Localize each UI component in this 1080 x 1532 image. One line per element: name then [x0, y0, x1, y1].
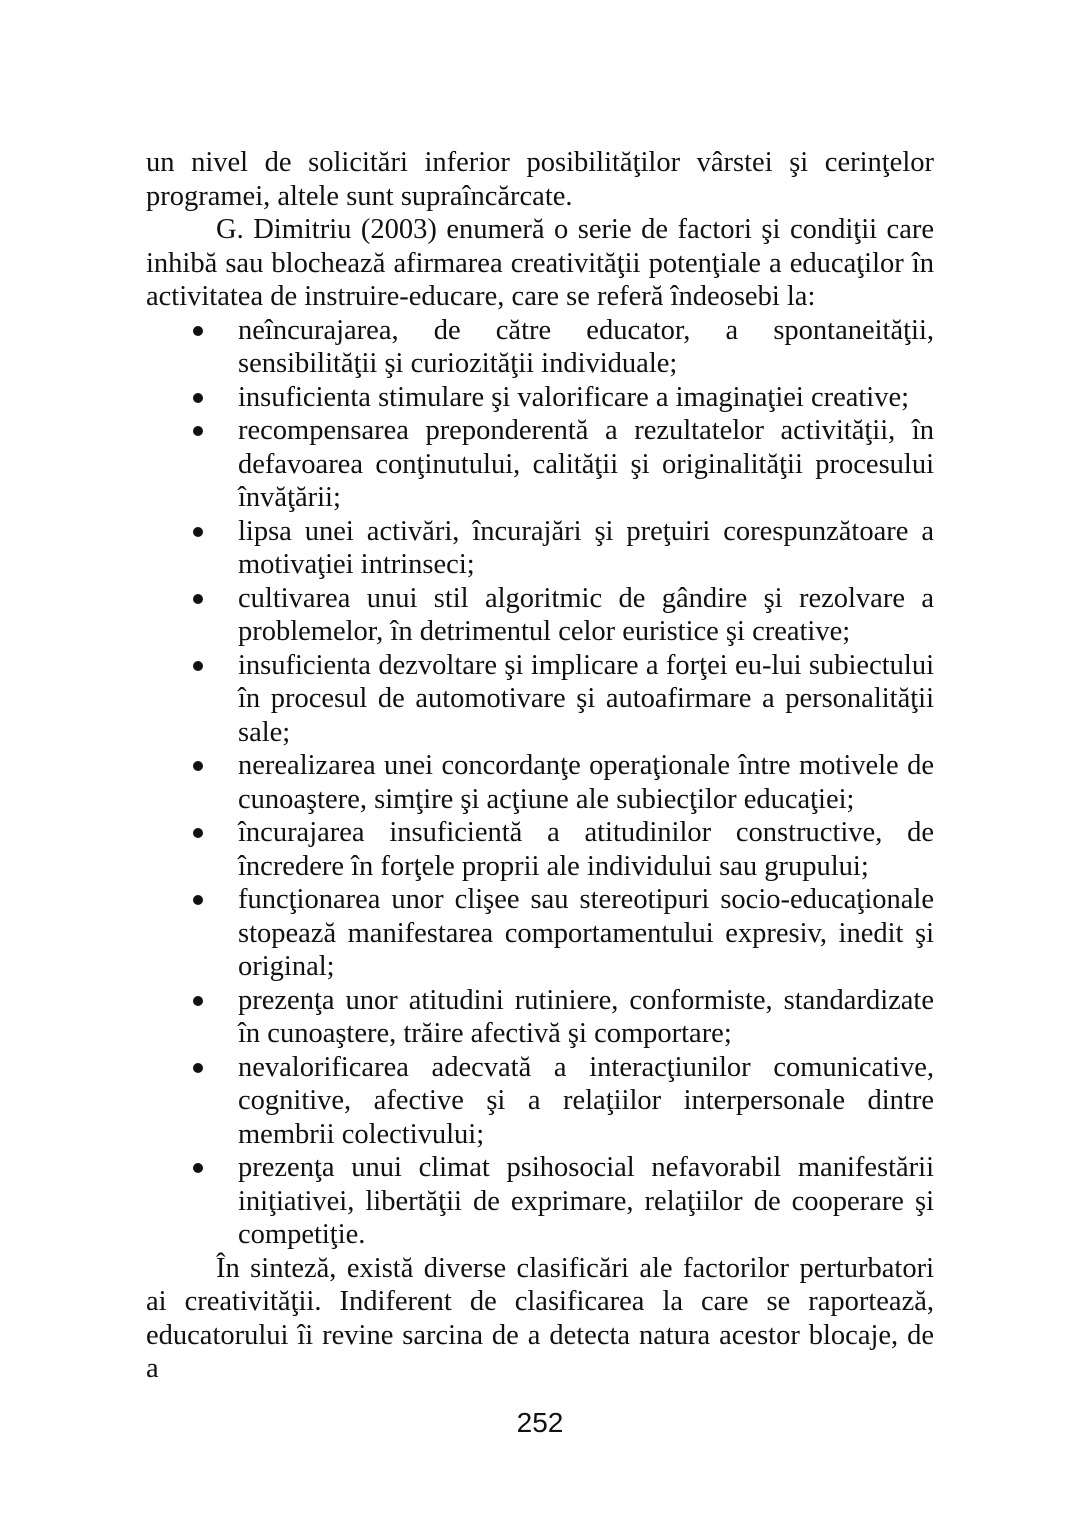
list-item-text: prezenţa unor atitudini rutiniere, conformiste, standardizate în cunoaştere, trăire afectivă şi comportare;	[238, 984, 934, 1049]
bullet-icon	[193, 527, 203, 537]
bullet-icon	[193, 393, 203, 403]
list-item-text: lipsa unei activări, încurajări şi preţuiri corespunzătoare a motivaţiei intrinseci;	[238, 515, 934, 580]
intro-paragraph: G. Dimitriu (2003) enumeră o serie de factori şi condiţii care inhibă sau blochează afirmarea creativităţii potenţiale a educaţilor în activitatea de instruire-educare, care se referă îndeosebi la:	[146, 214, 934, 312]
list-item	[146, 582, 934, 649]
bullet-icon	[193, 426, 203, 436]
bullet-icon	[193, 1163, 203, 1173]
list-item-text: funcţionarea unor clişee sau stereotipuri socio-educaţionale stopează manifestarea comportamentului expresiv, inedit şi original;	[238, 884, 934, 982]
list-item-text: încurajarea insuficientă a atitudinilor constructive, de încredere în forţele proprii ale individului sau grupului;	[238, 817, 934, 882]
opening-paragraph: un nivel de solicitări inferior posibilităţilor vârstei şi cerinţelor programei, altele sunt supraîncărcate.	[146, 147, 934, 212]
bullet-icon	[193, 594, 203, 604]
list-item	[146, 649, 934, 750]
list-item-text: nevalorificarea adecvată a interacţiunilor comunicative, cognitive, afective şi a relaţiilor interpersonale dintre membrii colectivului;	[238, 1051, 934, 1150]
conclusion-paragraph: În sinteză, există diverse clasificări ale factorilor perturbatori ai creativităţii. Indiferent de clasificarea la care se raportează, educatorului îi revine sarcina de a detecta natura acestor blocaje, de a	[146, 1252, 934, 1384]
list-item-text: cultivarea unui stil algoritmic de gândire şi rezolvare a problemelor, în detrimentul celor euristice şi creative;	[238, 582, 934, 647]
list-item	[146, 1151, 934, 1252]
bullet-icon	[193, 828, 203, 838]
list-item	[146, 515, 934, 582]
list-item	[146, 314, 934, 381]
list-item	[146, 381, 934, 415]
bullet-icon	[193, 996, 203, 1006]
bullet-icon	[193, 1063, 203, 1073]
factors-list	[146, 314, 934, 1252]
page-body	[146, 146, 934, 1386]
list-item-text: insuficienta dezvoltare şi implicare a forţei eu-lui subiectului în procesul de automotivare şi autoafirmare a personalităţii sale;	[238, 649, 934, 748]
list-item-text: insuficienta stimulare şi valorificare a imaginaţiei creative;	[238, 381, 910, 413]
page-number: 252	[516, 1407, 564, 1438]
list-item	[146, 1051, 934, 1152]
bullet-icon	[193, 761, 203, 771]
list-item-text: nerealizarea unei concordanţe operaţionale între motivele de cunoaştere, simţire şi acţiune ale subiecţilor educaţiei;	[238, 750, 934, 815]
list-item	[146, 816, 934, 883]
list-item-text: neîncurajarea, de către educator, a spontaneităţii, sensibilităţii şi curiozităţii individuale;	[238, 314, 934, 379]
bullet-icon	[193, 661, 203, 671]
list-item	[146, 414, 934, 515]
list-item-text: prezenţa unui climat psihosocial nefavorabil manifestării iniţiativei, libertăţii de exprimare, relaţiilor de cooperare şi competiţie.	[238, 1152, 934, 1250]
bullet-icon	[193, 326, 203, 336]
bullet-icon	[193, 895, 203, 905]
list-item	[146, 749, 934, 816]
list-item	[146, 883, 934, 984]
list-item	[146, 984, 934, 1051]
list-item-text: recompensarea preponderentă a rezultatelor activităţii, în defavoarea conţinutului, calităţii şi originalităţii procesului învăţării;	[238, 415, 934, 513]
